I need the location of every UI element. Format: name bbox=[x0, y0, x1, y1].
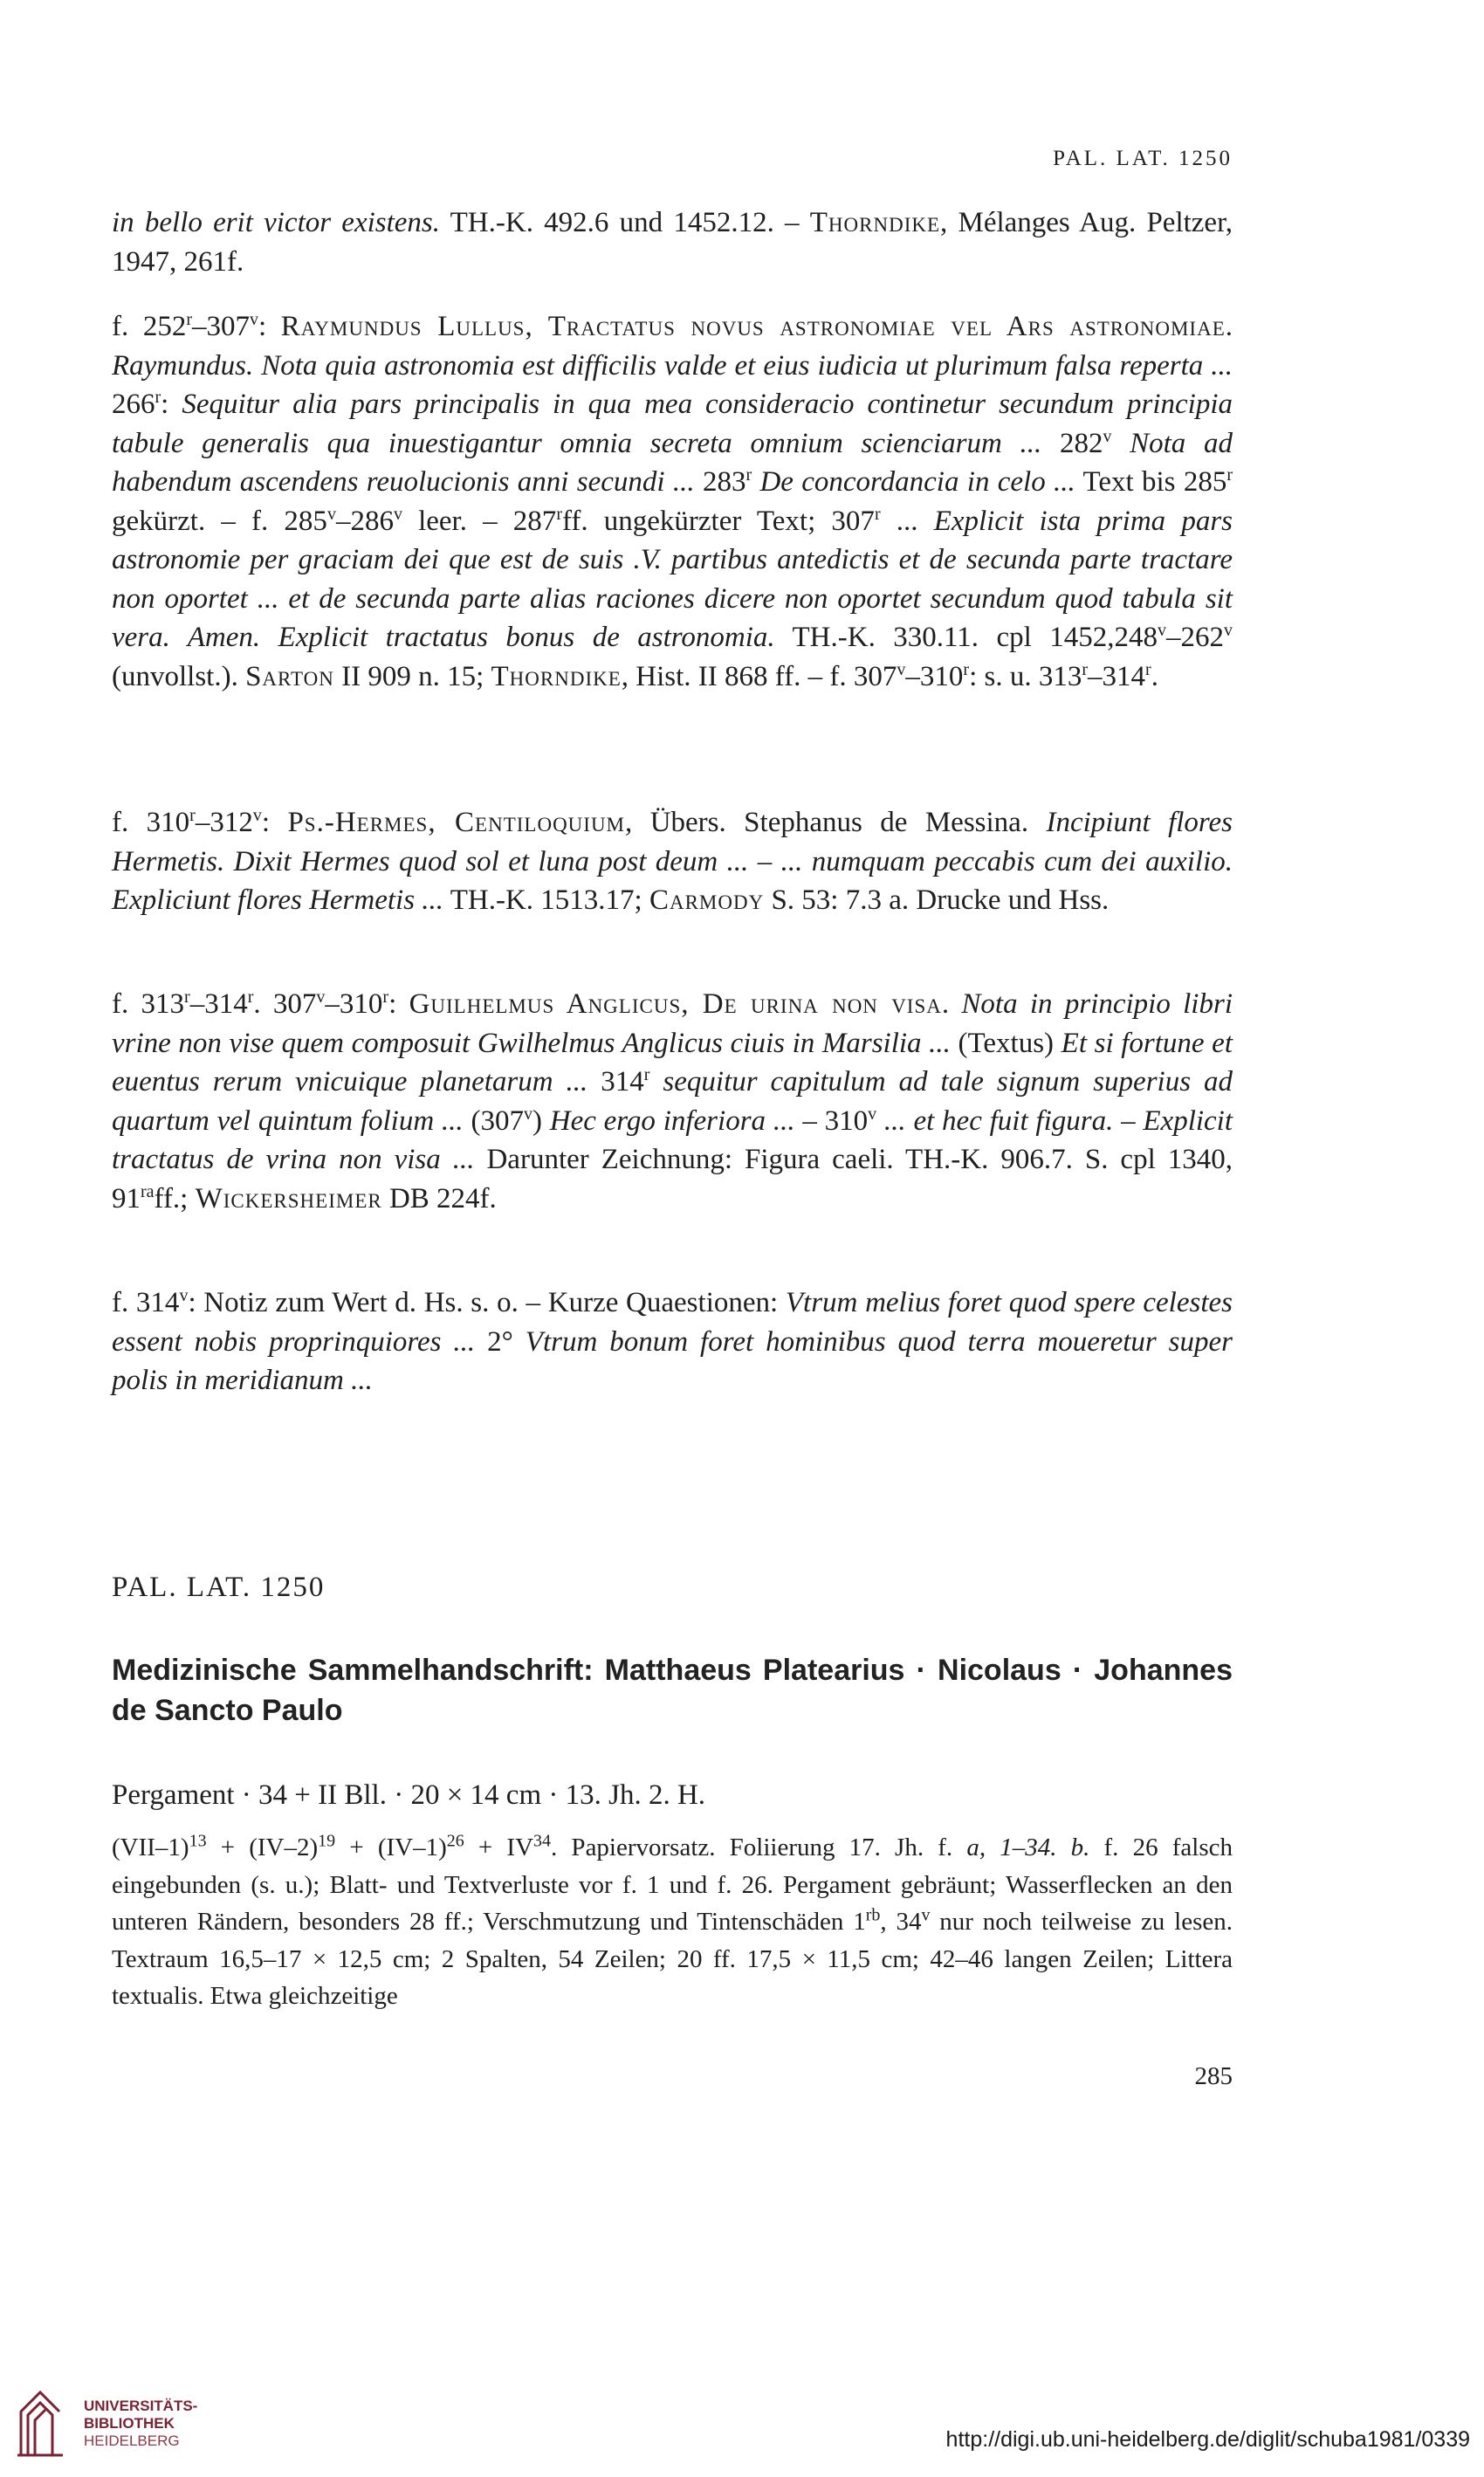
text-run: 266 bbox=[112, 389, 155, 420]
text-run: II 909 n. 15; bbox=[333, 660, 491, 692]
superscript-run: v bbox=[326, 504, 336, 524]
superscript-run: 34 bbox=[533, 1831, 552, 1851]
entry-paragraph bbox=[112, 203, 1233, 281]
text-run bbox=[649, 1066, 663, 1097]
superscript-run: r bbox=[1145, 659, 1151, 679]
text-run: 283 bbox=[694, 466, 746, 498]
text-run: . 307 bbox=[253, 988, 317, 1020]
entry-text bbox=[112, 985, 1233, 1218]
text-run: : s. u. 313 bbox=[969, 660, 1082, 692]
text-run: –307 bbox=[192, 311, 251, 342]
superscript-run: r bbox=[643, 1065, 650, 1084]
superscript-run: r bbox=[184, 987, 190, 1007]
entry-text bbox=[112, 203, 1233, 281]
superscript-run: v bbox=[1224, 621, 1233, 640]
source-url-link[interactable]: http://digi.ub.uni-heidelberg.de/diglit/schuba1981/0339 bbox=[945, 2427, 1470, 2452]
italic-run: Explicit ista prima pars astronomie per graciam dei que est de suis .V. partibus antedictis et de secunda parte tractare non oportet ... et de secunda parte alias raciones dicere non oportet secundum quod tabula sit vera. Amen. Explicit tractatus bonus de astronomia. bbox=[112, 505, 1233, 653]
smallcaps-run: Raymundus Lullus, Tractatus novus astronomiae vel Ars astronomiae bbox=[280, 311, 1226, 342]
text-run: 314 bbox=[587, 1066, 644, 1097]
smallcaps-run: Ps.-Hermes, Centiloquium bbox=[287, 807, 626, 838]
superscript-run: r bbox=[189, 806, 196, 825]
entry-text bbox=[112, 1283, 1233, 1400]
superscript-run: r bbox=[382, 987, 389, 1007]
text-run: (Textus) bbox=[950, 1027, 1061, 1059]
text-run: 2° bbox=[475, 1325, 526, 1358]
text-run: –310 bbox=[905, 660, 964, 692]
italic-run: Vtrum bonum foret hominibus quod terra moueretur super polis in meridianum ... bbox=[112, 1325, 1233, 1396]
italic-run: Vtrum melius foret quod spere celestes essent nobis proprinquiores ... bbox=[112, 1287, 1233, 1358]
superscript-run: v bbox=[868, 1104, 877, 1124]
text-run: ff.; bbox=[154, 1182, 196, 1214]
text-run: –312 bbox=[195, 807, 253, 838]
superscript-run: r bbox=[874, 504, 881, 524]
text-run: gekürzt. – f. 285 bbox=[112, 505, 327, 537]
text-run: , Übers. Stephanus de Messina. bbox=[625, 807, 1047, 838]
superscript-run: v bbox=[250, 310, 259, 329]
text-run: Text bis 285 bbox=[1075, 466, 1227, 498]
text-run: , 34 bbox=[880, 1908, 922, 1936]
italic-run: ... numquam peccabis cum dei auxilio. Expliciunt flores Hermetis ... bbox=[112, 845, 1233, 916]
italic-run: Incipiunt flores Hermetis. Dixit Hermes quod sol et luna post deum ... bbox=[112, 807, 1233, 877]
text-run: (307 bbox=[463, 1104, 524, 1137]
superscript-run: r bbox=[556, 504, 562, 524]
text-run bbox=[876, 1105, 884, 1137]
italic-run: in bello erit victor existens. bbox=[112, 207, 441, 238]
text-run: : bbox=[161, 389, 182, 420]
italic-run: Et si fortune et euentus rerum vnicuique planetarum ... bbox=[112, 1027, 1233, 1097]
text-run: : bbox=[388, 988, 409, 1020]
italic-run: Raymundus. Nota quia astronomia est difficilis valde et eius iudicia ut plurimum falsa reperta ... bbox=[112, 349, 1233, 382]
superscript-run: v bbox=[179, 1286, 189, 1305]
entry-paragraph bbox=[112, 1283, 1233, 1400]
superscript-run: r bbox=[186, 310, 193, 329]
institution-line: BIBLIOTHEK bbox=[84, 2415, 175, 2432]
footer bbox=[0, 2366, 1484, 2477]
text-run: f. 310 bbox=[112, 807, 190, 838]
text-run: . bbox=[1151, 660, 1158, 692]
superscript-run: r bbox=[963, 659, 970, 679]
smallcaps-run: Carmody bbox=[649, 884, 765, 916]
text-run: ff. ungekürzter Text; 307 bbox=[561, 505, 875, 537]
text-run: + IV bbox=[464, 1834, 534, 1861]
superscript-run: v bbox=[921, 1905, 931, 1925]
text-run: , Mélanges Aug. Peltzer, 1947, 261f. bbox=[112, 207, 1233, 278]
superscript-run: v bbox=[393, 504, 402, 524]
text-run: –286 bbox=[335, 505, 394, 537]
institution-name bbox=[84, 2398, 197, 2450]
italic-run: ... et hec fuit figura. – Explicit tractatus de vrina non visa ... bbox=[112, 1104, 1233, 1175]
text-run: . bbox=[1225, 311, 1233, 342]
text-run bbox=[1111, 428, 1130, 459]
superscript-run: v bbox=[252, 806, 262, 825]
text-run: . Papiervorsatz. Foliierung 17. Jh. f. bbox=[551, 1834, 967, 1861]
superscript-run: v bbox=[316, 987, 326, 1007]
section-description bbox=[112, 1829, 1233, 2015]
smallcaps-run: Wickersheimer bbox=[195, 1182, 382, 1214]
italic-run: Nota ad habendum ascendens reuolucionis anni secundi ... bbox=[112, 427, 1233, 498]
institution-line: HEIDELBERG bbox=[84, 2432, 180, 2449]
smallcaps-run: Guilhelmus Anglicus, De urina non visa bbox=[409, 988, 942, 1020]
entry-paragraph bbox=[112, 985, 1233, 1218]
text-run: S. 53: 7.3 a. Drucke und Hss. bbox=[764, 884, 1110, 916]
text-run: + (IV–2) bbox=[206, 1834, 319, 1861]
text-run: –314 bbox=[1088, 660, 1146, 692]
ub-heidelberg-logo-icon bbox=[14, 2377, 66, 2460]
description-text bbox=[112, 1829, 1233, 2015]
italic-run: sequitur capitulum ad tale signum superius ad quartum vel quintum folium ... bbox=[112, 1066, 1233, 1137]
text-run: TH.-K. 1513.17; bbox=[443, 884, 649, 916]
smallcaps-run: Sarton bbox=[245, 660, 334, 692]
text-run: –310 bbox=[325, 988, 383, 1020]
text-run: TH.-K. 492.6 und 1452.12. – bbox=[440, 207, 810, 238]
superscript-run: 13 bbox=[189, 1831, 207, 1851]
text-run: TH.-K. 330.11. cpl 1452,248 bbox=[774, 622, 1158, 653]
text-run: + (IV–1) bbox=[335, 1834, 447, 1861]
text-run: : bbox=[258, 311, 281, 342]
superscript-run: v bbox=[1158, 621, 1166, 640]
italic-run: Sequitur alia pars principalis in qua mea consideracio continetur secundum principia tabule generalis qua inuestigantur omnia secreta omnium scienciarum ... bbox=[112, 389, 1233, 459]
superscript-run: r bbox=[1082, 659, 1089, 679]
page-number: 285 bbox=[1194, 2062, 1233, 2090]
text-run: (VII–1) bbox=[112, 1834, 189, 1861]
smallcaps-run: Thorndike bbox=[809, 207, 941, 238]
text-run: ... bbox=[880, 505, 934, 537]
text-run: , Hist. II 868 ff. – f. 307 bbox=[621, 660, 897, 692]
text-run: –262 bbox=[1166, 622, 1224, 653]
text-run: : bbox=[261, 807, 288, 838]
text-run: 282 bbox=[1041, 427, 1103, 459]
superscript-run: 19 bbox=[318, 1831, 336, 1851]
text-run: – 310 bbox=[794, 1104, 869, 1137]
section-heading: PAL. LAT. 1250 bbox=[112, 1572, 326, 1603]
text-run: f. 252 bbox=[112, 311, 187, 342]
section-title: Medizinische Sammelhandschrift: Matthaeus Platearius · Nicolaus · Johannes de Sancto Paulo bbox=[112, 1654, 1233, 1727]
superscript-run: v bbox=[1103, 426, 1112, 446]
institution-line: UNIVERSITÄTS- bbox=[84, 2398, 198, 2414]
superscript-run: 26 bbox=[446, 1831, 464, 1851]
superscript-run: v bbox=[523, 1104, 532, 1124]
text-run: f. 314 bbox=[112, 1287, 180, 1318]
superscript-run: ra bbox=[141, 1181, 155, 1201]
text-run: Darunter Zeichnung: Figura caeli. TH.-K. 906.7. S. cpl 1340, 91 bbox=[112, 1144, 1233, 1214]
entry-paragraph bbox=[112, 803, 1233, 920]
smallcaps-run: Thorndike bbox=[491, 660, 622, 692]
superscript-run: v bbox=[897, 659, 906, 679]
text-run: ) bbox=[532, 1104, 550, 1137]
superscript-run: r bbox=[155, 388, 161, 407]
italic-run: De concordancia in celo ... bbox=[759, 466, 1075, 498]
entry-text bbox=[112, 307, 1233, 696]
italic-run: Nota in principio libri vrine non vise quem composuit Gwilhelmus Anglicus ciuis in Marsilia ... bbox=[112, 988, 1233, 1059]
section-meta: Pergament · 34 + II Bll. · 20 × 14 cm · 13. Jh. 2. H. bbox=[112, 1779, 706, 1811]
text-run: f. 26 falsch eingebunden (s. u.); Blatt- und Textverluste vor f. 1 und f. 26. Pergament gebräunt; Wasserflecken an den unteren Rändern, besonders 28 ff.; Verschmutzung und Tintenschäden 1 bbox=[112, 1834, 1233, 1936]
text-run: –314 bbox=[189, 988, 248, 1020]
superscript-run: rb bbox=[865, 1905, 881, 1925]
text-run: – bbox=[748, 845, 781, 877]
text-run: nur noch teilweise zu lesen. Textraum 16,5–17 × 12,5 cm; 2 Spalten, 54 Zeilen; 20 ff. 17,5 × 11,5 cm; 42–46 langen Zeilen; Littera textualis. Etwa gleichzeitige bbox=[112, 1908, 1233, 2010]
text-run: . bbox=[941, 988, 962, 1020]
text-run: DB 224f. bbox=[381, 1182, 497, 1214]
superscript-run: r bbox=[745, 465, 752, 485]
italic-run: Hec ergo inferiora ... bbox=[549, 1104, 795, 1137]
entry-text bbox=[112, 803, 1233, 920]
text-run: : Notiz zum Wert d. Hs. s. o. – Kurze Quaestionen: bbox=[188, 1287, 786, 1318]
superscript-run: r bbox=[1226, 465, 1233, 485]
text-run: f. 313 bbox=[112, 988, 185, 1020]
entry-paragraph bbox=[112, 307, 1233, 696]
text-run: leer. – 287 bbox=[402, 505, 557, 537]
text-run: (unvollst.). bbox=[112, 660, 246, 692]
superscript-run: r bbox=[247, 987, 254, 1007]
italic-run: a, 1–34. b. bbox=[966, 1834, 1090, 1861]
running-head: PAL. LAT. 1250 bbox=[1053, 147, 1233, 170]
